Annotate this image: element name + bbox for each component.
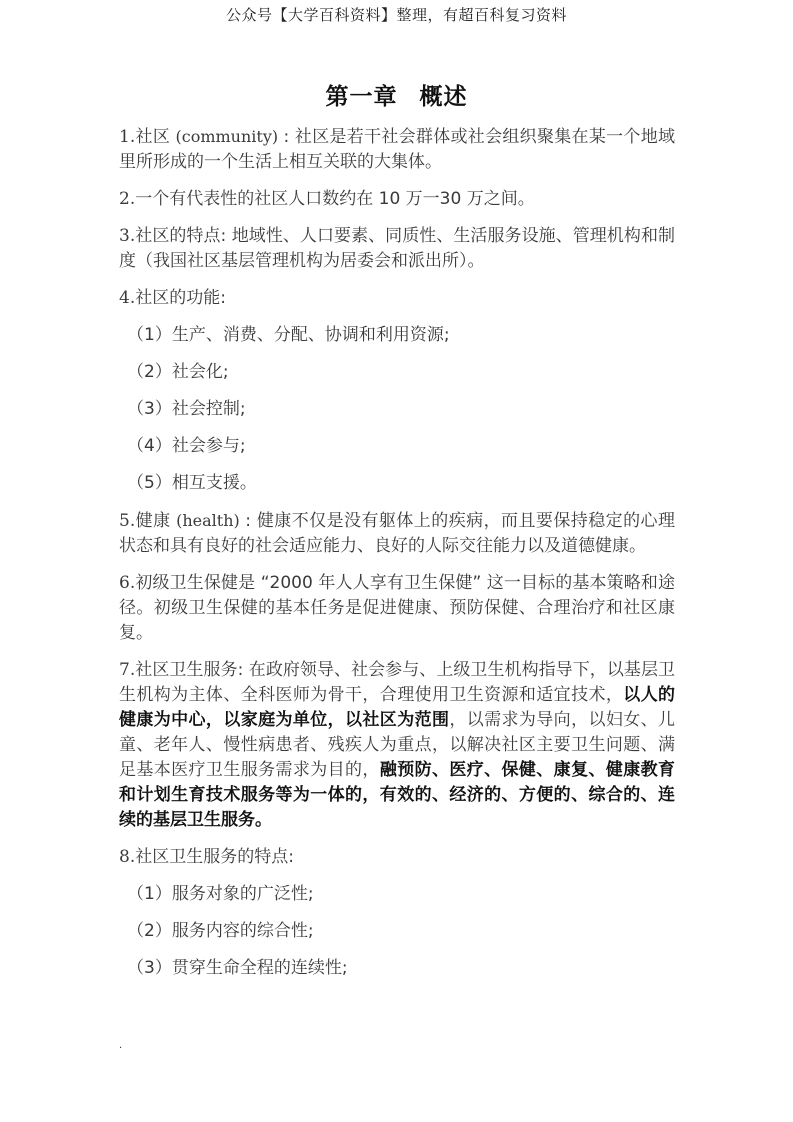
section-6-primary-health-care: 6.初级卫生保健是 “2000 年人人享有卫生保健” 这一目标的基本策略和途径。初级卫生保健的基本任务是促进健康、预防保健、合理治疗和社区康复。 [119, 573, 675, 643]
list-item: （1）生产、消费、分配、协调和利用资源; [127, 325, 450, 345]
section-2-population: 2.一个有代表性的社区人口数约在 10 万一30 万之间。 [119, 189, 535, 209]
section-8-service-features: 8.社区卫生服务的特点: [119, 847, 294, 867]
list-item: （2）服务内容的综合性; [127, 921, 314, 941]
list-item: （2）社会化; [127, 362, 229, 382]
list-item: （1）服务对象的广泛性; [127, 884, 314, 904]
section-5-health-definition: 5.健康 (health) : 健康不仅是没有躯体上的疾病，而且要保持稳定的心理状态和具有良好的社会适应能力、良好的人际交往能力以及道德健康。 [119, 511, 675, 556]
document-body [119, 124, 675, 993]
page-header-note: 公众号【大学百科资料】整理，有超百科复习资料 [225, 6, 567, 24]
list-item: （3）贯穿生命全程的连续性; [127, 958, 348, 978]
section-7-community-health-service: 7.社区卫生服务: 在政府领导、社会参与、上级卫生机构指导下，以基层卫生机构为主体、全科医师为骨干，合理使用卫生资源和适宜技术，以人的健康为中心，以家庭为单位，以社区为范围，以需求为导向，以妇女、儿童、老年人、慢性病患者、残疾人为重点，以解决社区主要卫生问题、满足基本医疗卫生服务需求为目的，融预防、医疗、保健、康复、健康教育和计划生育技术服务等为一体的，有效的、经济的、方便的、综合的、连续的基层卫生服务。 [119, 660, 676, 830]
section-4-functions: 4.社区的功能: [119, 288, 226, 308]
section-3-characteristics: 3.社区的特点: 地域性、人口要素、同质性、生活服务设施、管理机构和制度（我国社区基层管理机构为居委会和派出所）。 [119, 226, 675, 271]
chapter-number: 第一章 [325, 84, 398, 110]
footer-mark: . [119, 1040, 123, 1051]
chapter-name: 概述 [419, 84, 468, 110]
section-1-community-definition: 1.社区 (community) : 社区是若干社会群体或社会组织聚集在某一个地域里所形成的一个生活上相互关联的大集体。 [119, 127, 675, 172]
emphasis-text: 以人的健康为中心，以家庭为单位，以社区为范围 [119, 685, 676, 730]
list-item: （5）相互支援。 [127, 473, 257, 493]
emphasis-text: 融预防、医疗、保健、康复、健康教育和计划生育技术服务等为一体的，有效的、经济的、方便的、综合的、连续的基层卫生服务。 [119, 760, 676, 830]
list-item: （4）社会参与; [127, 436, 246, 456]
chapter-title [0, 78, 793, 111]
list-item: （3）社会控制; [127, 399, 246, 419]
